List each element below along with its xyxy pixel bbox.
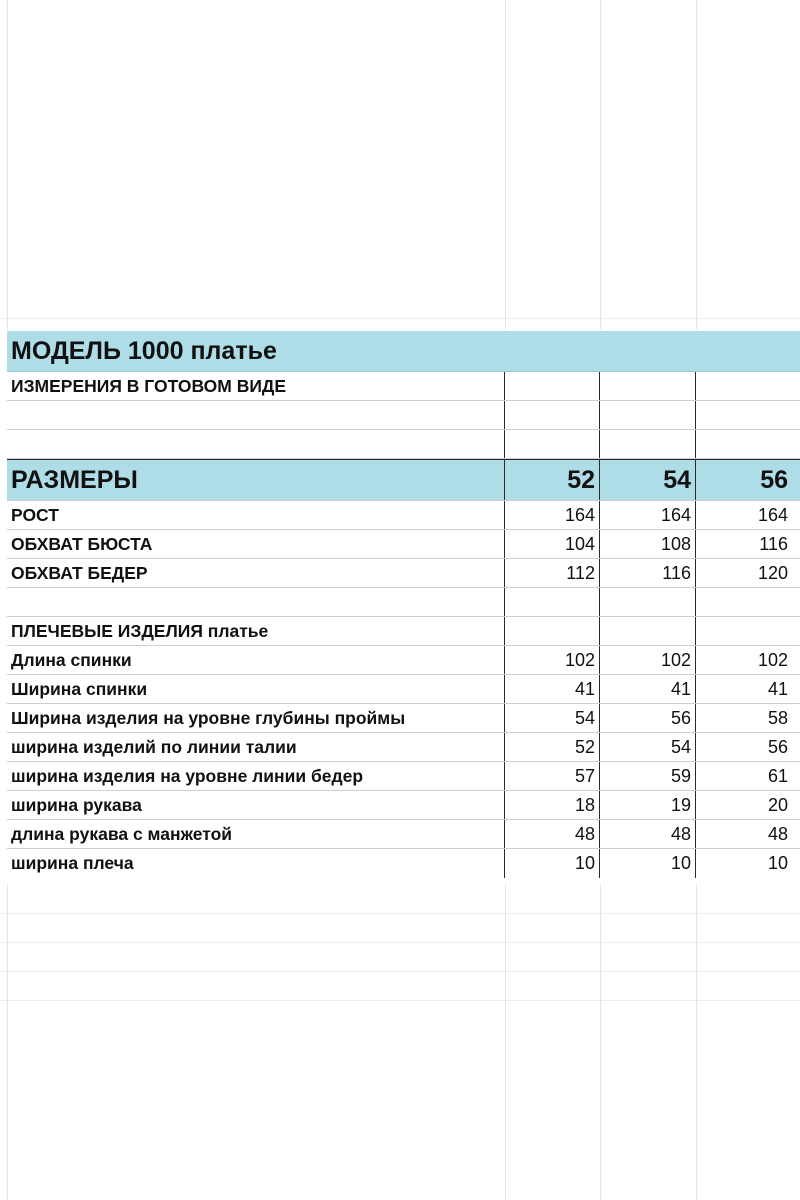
row-label: ОБХВАТ БЮСТА — [7, 530, 505, 558]
grid-line — [0, 942, 800, 943]
model-title: МОДЕЛЬ 1000 платье — [11, 336, 277, 365]
row-value: 18 — [505, 791, 600, 819]
row-label: ширина изделий по линии талии — [7, 733, 505, 761]
row-value: 116 — [600, 559, 696, 587]
row-label: длина рукава с манжетой — [7, 820, 505, 848]
row-label: РОСТ — [7, 501, 505, 529]
row-value: 102 — [505, 646, 600, 674]
row-value: 59 — [600, 762, 696, 790]
title-row — [7, 331, 800, 372]
grid-line — [600, 884, 601, 1200]
grid-line — [696, 884, 697, 1200]
size-52: 52 — [505, 460, 600, 500]
row-value: 19 — [600, 791, 696, 819]
size-54: 54 — [600, 460, 696, 500]
sizes-header-row — [7, 459, 800, 501]
empty-cell — [696, 588, 800, 616]
row-value: 58 — [767, 707, 788, 728]
blank-row — [7, 430, 800, 459]
empty-cell — [505, 430, 600, 458]
empty-cell — [7, 588, 505, 616]
empty-cell — [600, 372, 696, 400]
grid-line — [0, 1000, 800, 1001]
row-value: 41 — [505, 675, 600, 703]
table-row — [7, 646, 800, 675]
empty-cell — [696, 372, 800, 400]
grid-line — [7, 884, 8, 1200]
row-value: 10 — [600, 849, 696, 878]
row-value: 102 — [600, 646, 696, 674]
row-value: 10 — [505, 849, 600, 878]
empty-cell — [696, 617, 800, 645]
empty-cell — [505, 588, 600, 616]
row-value: 102 — [757, 649, 788, 670]
row-value: 54 — [600, 733, 696, 761]
empty-cell — [505, 617, 600, 645]
empty-cell — [7, 430, 505, 458]
row-value: 120 — [757, 562, 788, 583]
row-value: 56 — [767, 736, 788, 757]
empty-cell — [505, 372, 600, 400]
row-label: ОБХВАТ БЕДЕР — [7, 559, 505, 587]
section-suffix: платье — [207, 620, 269, 641]
empty-cell — [7, 401, 505, 429]
section-header — [7, 617, 505, 645]
grid-line — [505, 0, 506, 330]
row-label: Ширина спинки — [7, 675, 505, 703]
table-row — [7, 704, 800, 733]
empty-cell — [600, 430, 696, 458]
row-value: 108 — [600, 530, 696, 558]
row-value: 52 — [505, 733, 600, 761]
row-value: 112 — [505, 559, 600, 587]
row-value: 56 — [600, 704, 696, 732]
table-row — [7, 733, 800, 762]
size-chart-table — [7, 331, 800, 878]
row-label: ширина рукава — [7, 791, 505, 819]
table-row — [7, 820, 800, 849]
table-row — [7, 501, 800, 530]
table-row — [7, 675, 800, 704]
blank-row — [7, 588, 800, 617]
row-value: 164 — [505, 501, 600, 529]
empty-cell — [600, 401, 696, 429]
blank-row — [7, 401, 800, 430]
row-value: 41 — [600, 675, 696, 703]
table-row — [7, 791, 800, 820]
row-value: 48 — [600, 820, 696, 848]
size-56: 56 — [760, 465, 788, 494]
grid-line — [696, 0, 697, 330]
empty-cell — [505, 401, 600, 429]
row-value: 41 — [767, 678, 788, 699]
row-value: 164 — [600, 501, 696, 529]
grid-line — [0, 971, 800, 972]
grid-line — [7, 0, 8, 330]
table-row — [7, 849, 800, 878]
row-label: ширина изделия на уровне линии бедер — [7, 762, 505, 790]
grid-line — [0, 318, 800, 319]
row-value: 116 — [759, 533, 788, 554]
measurements-subtitle: ИЗМЕРЕНИЯ В ГОТОВОМ ВИДЕ — [7, 372, 505, 400]
row-value: 20 — [767, 794, 788, 815]
empty-cell — [696, 401, 800, 429]
row-value: 48 — [767, 823, 788, 844]
row-label: ширина плеча — [7, 849, 505, 878]
row-value: 61 — [767, 765, 788, 786]
table-row — [7, 762, 800, 791]
row-value: 104 — [505, 530, 600, 558]
table-row — [7, 559, 800, 588]
grid-line — [600, 0, 601, 330]
row-value: 10 — [767, 853, 788, 873]
row-label: Ширина изделия на уровне глубины проймы — [7, 704, 505, 732]
row-value: 57 — [505, 762, 600, 790]
sizes-label: РАЗМЕРЫ — [7, 460, 505, 500]
empty-cell — [600, 617, 696, 645]
empty-cell — [600, 588, 696, 616]
empty-cell — [696, 430, 800, 458]
row-value: 54 — [505, 704, 600, 732]
section-header-row — [7, 617, 800, 646]
row-value: 164 — [757, 504, 788, 525]
row-label: Длина спинки — [7, 646, 505, 674]
section-label: ПЛЕЧЕВЫЕ ИЗДЕЛИЯ — [11, 620, 203, 641]
grid-line — [0, 913, 800, 914]
row-value: 48 — [505, 820, 600, 848]
subtitle-row — [7, 372, 800, 401]
grid-line — [505, 884, 506, 1200]
table-row — [7, 530, 800, 559]
